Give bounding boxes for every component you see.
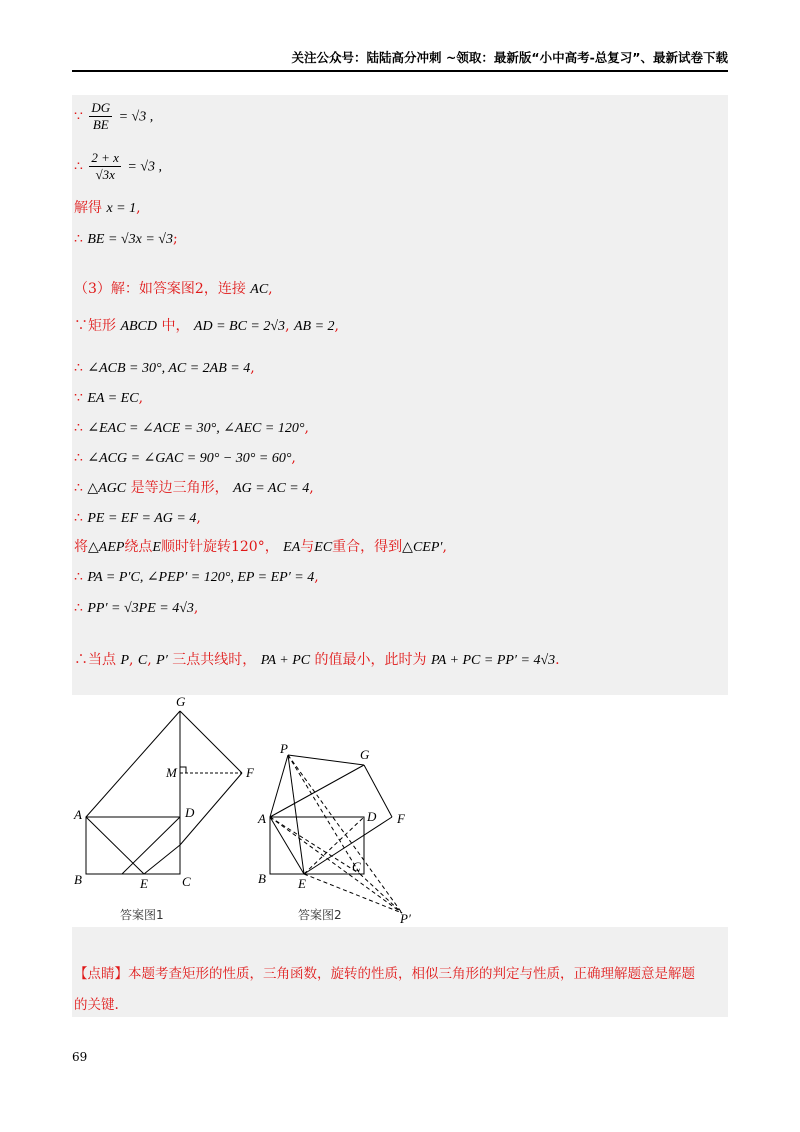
label-p-prime: P′ xyxy=(400,911,411,926)
line-15: ∴ PP′ = √3PE = 4√3, xyxy=(74,600,199,616)
figure-1-labels xyxy=(73,695,255,891)
comment-line-1: 【点睛】本题考查矩形的性质，三角函数，旋转的性质，相似三角形的判定与性质，正确理解题意是解题 xyxy=(74,966,695,982)
page-number: 69 xyxy=(72,1050,88,1064)
right-angle-mark xyxy=(180,767,186,773)
label-c-2: C xyxy=(352,859,361,874)
segment-dbx xyxy=(122,817,180,874)
line-14: ∴ PA = P′C, ∠PEP′ = 120°, EP = EP′ = 4, xyxy=(74,569,319,585)
label-m: M xyxy=(166,765,177,780)
line-12: ∴ PE = EF = AG = 4, xyxy=(74,510,201,526)
answer-figures xyxy=(72,695,416,927)
fraction: $\frac{2 + x}{√3x}$ xyxy=(91,150,119,182)
dashed-ac xyxy=(270,817,360,874)
line-5: （3）解：如答案图2，连接 AC, xyxy=(74,281,273,297)
label-d: D xyxy=(185,805,195,820)
figure-2 xyxy=(270,755,402,913)
line-3: 解得 x = 1, xyxy=(74,200,141,216)
label-b: B xyxy=(74,872,82,887)
label-f: F xyxy=(246,765,254,780)
label-a-2: A xyxy=(258,811,266,826)
dashed-ap-prime xyxy=(270,817,402,913)
page-header: 关注公众号：陆陆高分冲刺 ~领取：最新版“小中高考-总复习”、最新试卷下载 xyxy=(72,48,728,72)
label-f-2: F xyxy=(397,811,405,826)
line-13: 将△AEP绕点E顺时针旋转120°， EA与EC重合，得到△CEP′, xyxy=(74,539,447,555)
label-e-2: E xyxy=(298,876,306,891)
rectangle-abcd xyxy=(86,817,180,874)
comment-line-2: 的关键. xyxy=(74,997,119,1013)
label-d-2: D xyxy=(367,809,377,824)
segment-pe xyxy=(288,755,304,874)
fraction: $\frac{DG}{BE}$ xyxy=(91,100,111,132)
caption-figure-2: 答案图2 xyxy=(298,908,342,922)
label-c: C xyxy=(182,874,191,889)
segment-ae-2 xyxy=(270,817,304,874)
line-8: ∵ EA = EC, xyxy=(74,390,144,406)
segment-gf xyxy=(180,711,242,773)
line-1: ∵ $\frac{DG}{BE}$ = √3 , xyxy=(74,100,154,132)
segment-ae xyxy=(86,817,144,874)
caption-figure-1: 答案图1 xyxy=(120,908,164,922)
segment-ag-2 xyxy=(270,765,364,817)
line-4: ∴ BE = √3x = √3; xyxy=(74,231,178,247)
line-6: ∵矩形 ABCD 中， AD = BC = 2√3, AB = 2, xyxy=(74,318,339,334)
segment-ap xyxy=(270,755,288,817)
line-9: ∴ ∠EAC = ∠ACE = 30°, ∠AEC = 120°, xyxy=(74,420,309,436)
geometry-diagrams xyxy=(72,695,416,927)
label-g: G xyxy=(176,695,186,709)
dashed-cp xyxy=(360,874,402,913)
line-11: ∴ △AGC 是等边三角形， AG = AC = 4, xyxy=(74,480,314,496)
label-a: A xyxy=(74,807,82,822)
line-2: ∴ $\frac{2 + x}{√3x}$ = √3 , xyxy=(74,150,163,182)
figure-1 xyxy=(86,711,242,874)
label-e: E xyxy=(140,876,148,891)
segment-ag xyxy=(86,711,180,817)
segment-fe-lower xyxy=(144,845,180,874)
comment-tag: 【点睛】 xyxy=(74,966,128,982)
line-7: ∴ ∠ACB = 30°, AC = 2AB = 4, xyxy=(74,360,255,376)
segment-fe-2 xyxy=(304,817,392,874)
label-g-2: G xyxy=(360,747,370,762)
segment-pg xyxy=(288,755,364,765)
label-p: P xyxy=(280,741,288,756)
line-10: ∴ ∠ACG = ∠GAC = 90° − 30° = 60°, xyxy=(74,450,296,466)
line-16: ∴当点 P, C, P′ 三点共线时， PA + PC 的值最小，此时为 PA + PC = PP′ = 4√3. xyxy=(74,652,560,668)
label-b-2: B xyxy=(258,871,266,886)
